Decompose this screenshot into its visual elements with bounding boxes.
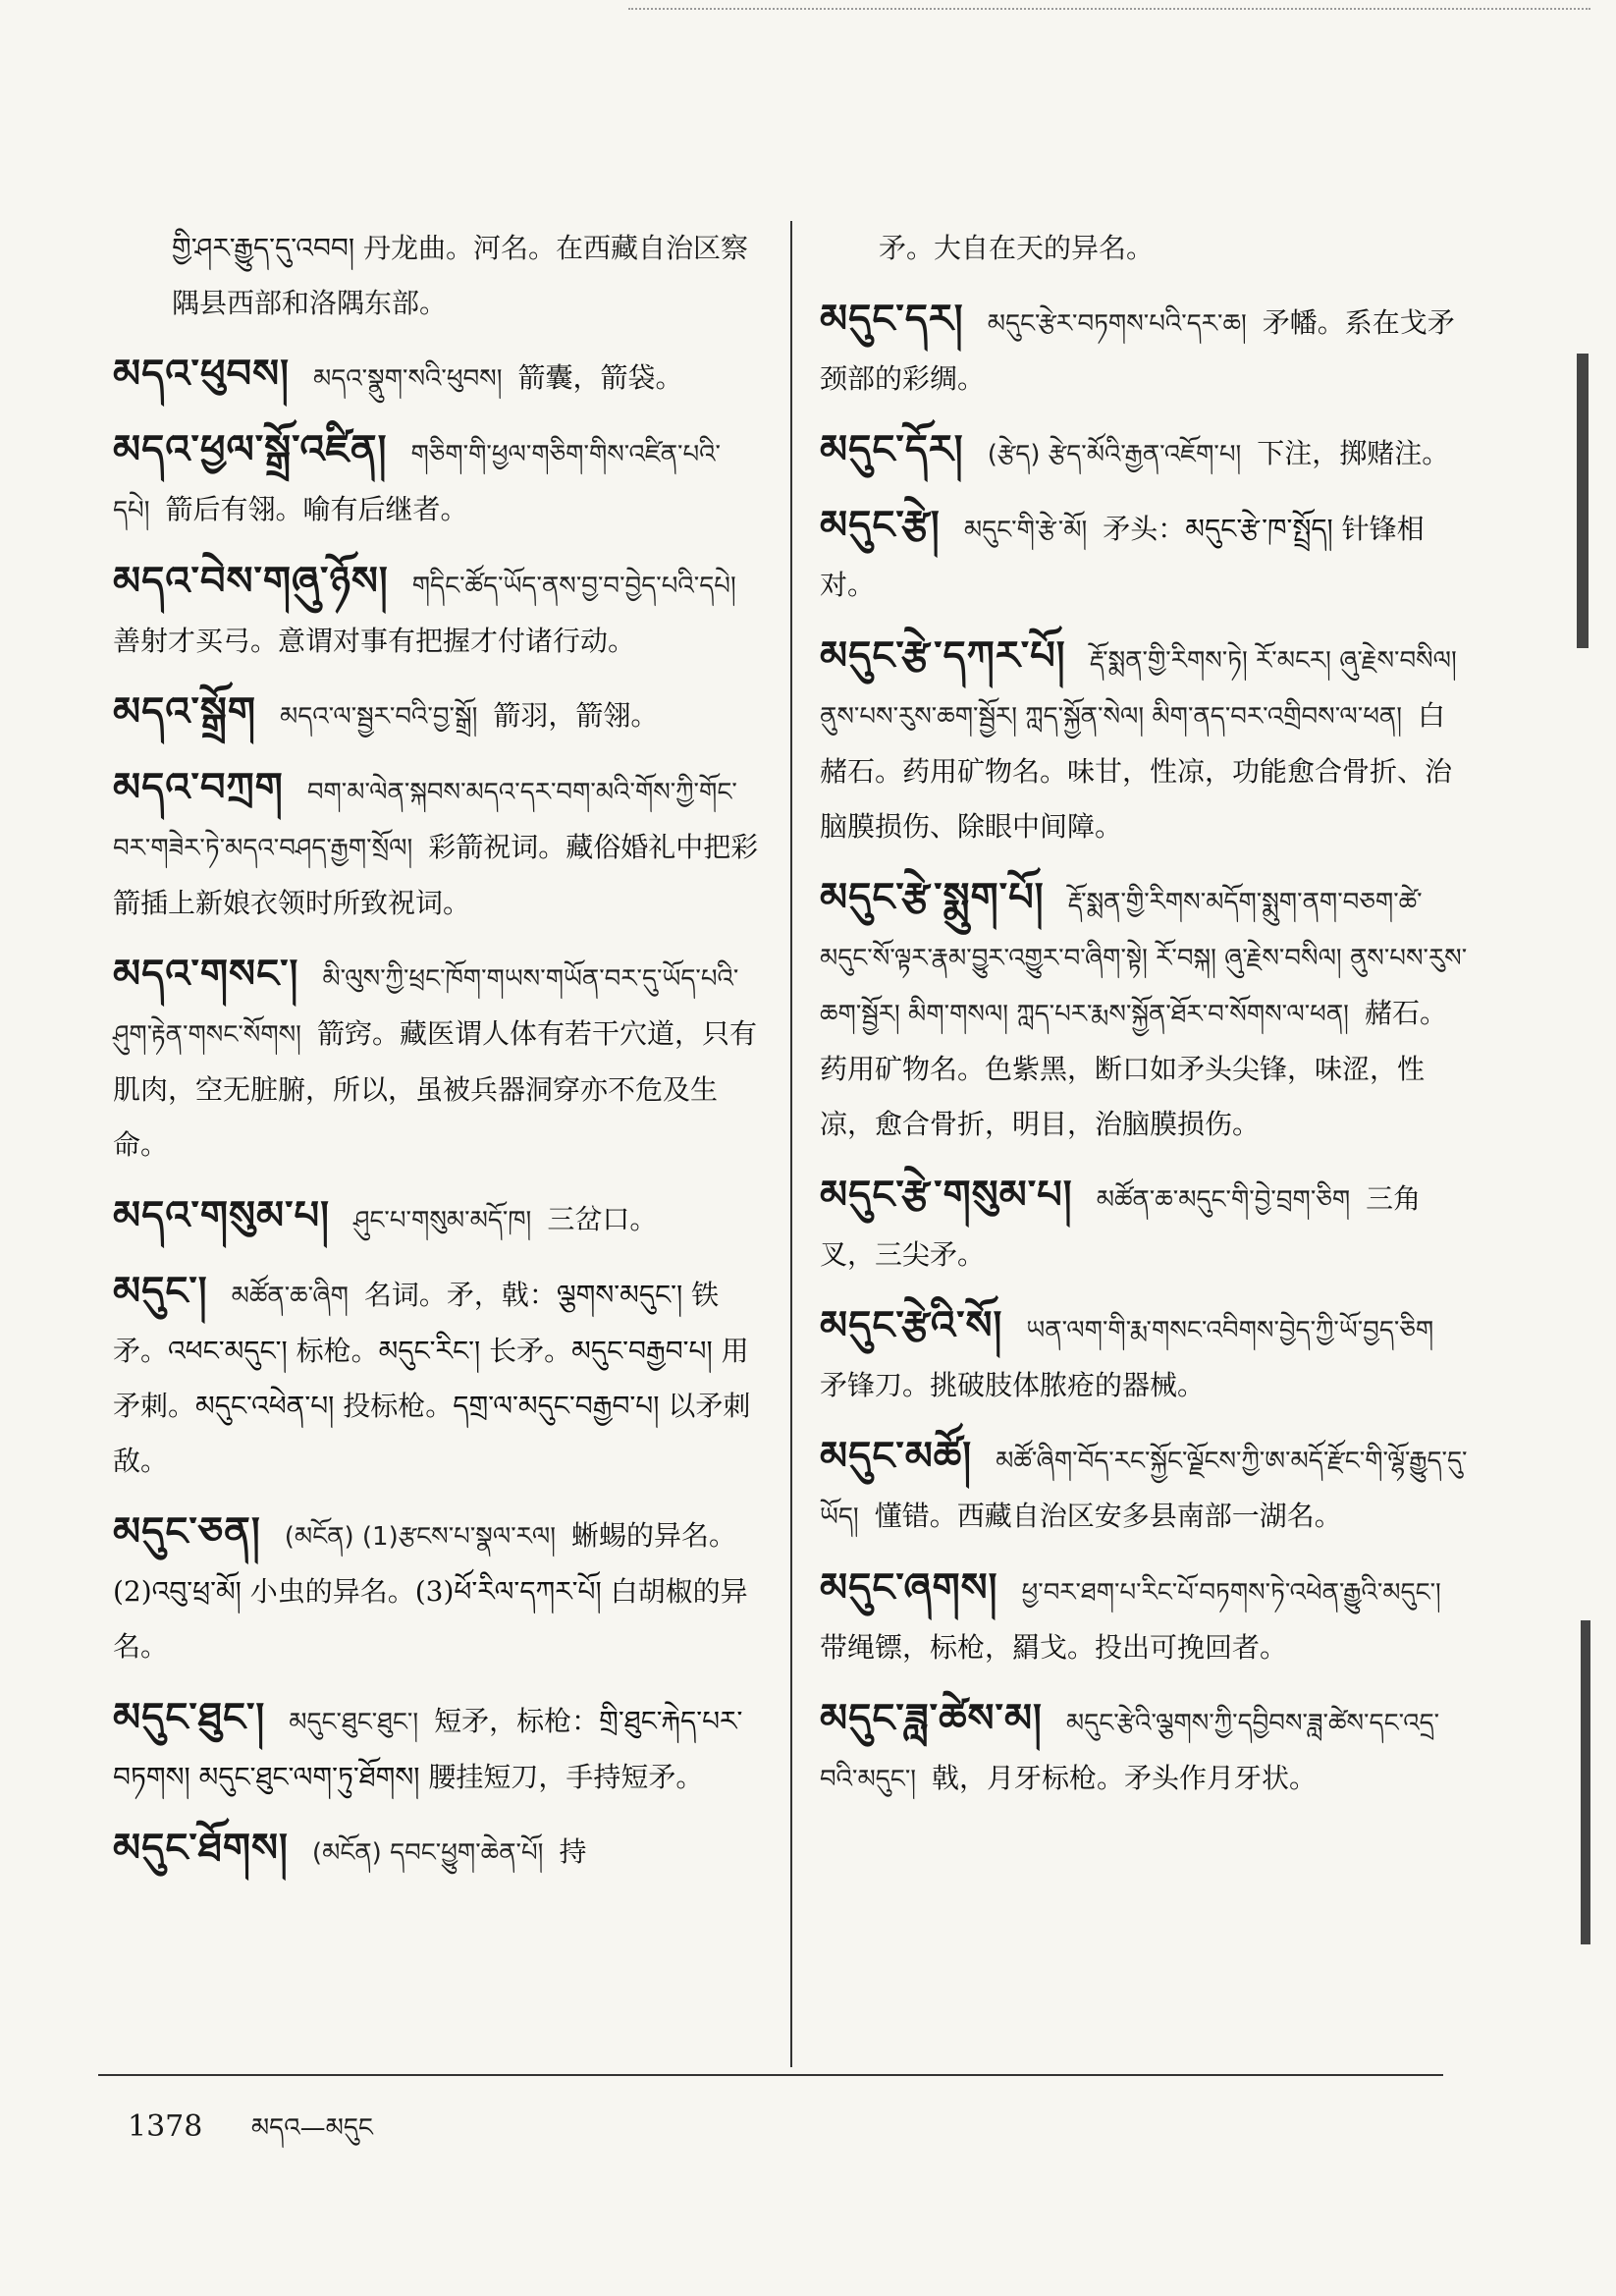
entry-chinese-definition: 彩箭祝词。藏俗婚礼中把彩箭插上新娘衣领时所致祝词。 bbox=[113, 831, 759, 919]
entry-headword: མདུང་། bbox=[113, 1269, 208, 1314]
edge-scan-mark-2 bbox=[1581, 1620, 1590, 1944]
entry-chinese-definition: 赭石。药用矿物名。色紫黑，断口如矛头尖锋，味涩，性凉，愈合骨折，明目，治脑膜损伤。 bbox=[820, 997, 1447, 1140]
entry-tibetan-definition: མདའ་སྣུག་སའི་ཕུབས། bbox=[313, 364, 503, 394]
entry-chinese-definition: 箭羽，箭翎。 bbox=[493, 699, 659, 732]
left-continuation bbox=[113, 221, 761, 331]
page-footer bbox=[128, 2100, 373, 2171]
page-range: མདའ—མདུང bbox=[250, 2113, 373, 2143]
entry-chinese-definition: 矛头：མདུང་རྩེ་ཁ་སྤྲོད། 针锋相对。 bbox=[820, 513, 1425, 601]
dictionary-entry bbox=[820, 1691, 1468, 1807]
entry-tibetan-definition: མཚོན་ཆ་ཞིག bbox=[231, 1282, 349, 1311]
entry-chinese-definition: 箭囊，箭袋。 bbox=[517, 361, 683, 394]
entry-chinese-definition: 懂错。西藏自治区安多县南部一湖名。 bbox=[874, 1500, 1342, 1532]
entry-headword: མདུང་ཅན། bbox=[113, 1509, 261, 1555]
left-entries bbox=[113, 347, 761, 1881]
dictionary-entry bbox=[820, 629, 1468, 854]
entry-chinese-definition: 蜥蜴的异名。(2)འབུ་ཕྲ་མོ། 小虫的异名。(3)ཕོ་རིལ་དཀར་པོ། 白胡椒的异名。 bbox=[113, 1519, 748, 1663]
entry-chinese-definition: 名词。矛，戟：ལྕགས་མདུང་། 铁矛。འཕང་མདུང་། 标枪。མདུང་རིང་། 长矛。མདུང་བརྒྱབ་པ། 用矛刺。མདུང་འཕེན་པ། 投标枪。དགྲ་ལ་མདུང་བརྒྱབ་པ། 以矛刺敌。 bbox=[113, 1279, 751, 1477]
entry-headword: མདུང་དར། bbox=[820, 297, 964, 342]
entry-chinese-definition: 持 bbox=[559, 1835, 587, 1868]
entry-chinese-definition: 善射才买弓。意谓对事有把握才付诸行动。 bbox=[113, 625, 636, 657]
column-divider bbox=[790, 221, 792, 2067]
entry-tibetan-definition: མདའ་ལ་སྦྱར་བའི་བྱ་སྒྲོ། bbox=[280, 702, 478, 732]
entry-headword: མདུང་ཟླ་ཚེས་མ། bbox=[820, 1696, 1043, 1741]
dictionary-entry bbox=[113, 947, 761, 1173]
entry-headword: མདའ་བཀྲག bbox=[113, 765, 284, 810]
right-entries bbox=[820, 292, 1468, 1807]
dictionary-entry bbox=[820, 1168, 1468, 1283]
entry-tibetan-definition: རྡོ་སྨན་གྱི་རིགས་མདོག་སྨུག་ནག་བཅག་ཚེ་མདུང་སོ་ལྟར་རྣམ་བྱུར་འགྱུར་བ་ཞིག་སྟེ། རོ་བསྐ། ཞུ་རྗེས་བསིལ། ནུས་པས་རུས་ཆག་སྦྱོར། མིག་གསལ། ཀླད་པར་རྨས་སྐྱོན་ཐོར་བ་སོགས་ལ་ཕན། bbox=[820, 888, 1468, 1029]
entry-headword: མདའ་བེས་གཞུ་ཉོས། bbox=[113, 559, 389, 604]
edge-scan-mark-1 bbox=[1577, 354, 1589, 648]
dictionary-entry bbox=[113, 554, 761, 669]
entry-tibetan-definition: (མངོན) དབང་ཕྱུག་ཆེན་པོ། bbox=[311, 1838, 544, 1868]
dictionary-entry bbox=[113, 1690, 761, 1805]
page-number: 1378 bbox=[128, 2109, 203, 2144]
entry-chinese-definition: 箭后有翎。喻有后继者。 bbox=[165, 493, 468, 525]
entry-headword: མདའ་སྒྲོག bbox=[113, 689, 256, 735]
entry-tibetan-definition: (རྩེད) རྩེད་མོའི་རྒྱན་འཇོག་པ། bbox=[987, 440, 1242, 469]
dictionary-entry bbox=[113, 684, 761, 744]
dictionary-entry bbox=[113, 347, 761, 407]
entry-headword: མདུང་མཚོ། bbox=[820, 1434, 973, 1479]
entry-tibetan-definition: མཚོན་ཆ་མདུང་གི་བྱེ་བྲག་ཅིག bbox=[1096, 1185, 1351, 1215]
entry-chinese-definition: 下注，掷赌注。 bbox=[1257, 437, 1450, 469]
dictionary-entry bbox=[820, 870, 1468, 1152]
entry-chinese-definition: 短矛，标枪：གྲི་ཐུང་རྐེད་པར་བཏགས། མདུང་ཐུང་ལག་ཏུ་ཐོགས། 腰挂短刀，手持短矛。 bbox=[113, 1705, 743, 1793]
dictionary-entry bbox=[820, 1429, 1468, 1545]
entry-headword: མདུང་རྩེ་གསུམ་པ། bbox=[820, 1173, 1073, 1218]
entry-headword: མདའ་གསུམ་པ། bbox=[113, 1193, 330, 1238]
left-column bbox=[113, 221, 761, 1896]
entry-headword: མདུང་ཞགས། bbox=[820, 1565, 998, 1611]
continuation-tibetan: གྱི་ཤར་རྒྱུད་དུ་འབབ། bbox=[172, 232, 355, 264]
top-scan-dots bbox=[628, 8, 1590, 10]
entry-headword: མདུང་རྩེའི་སོ། bbox=[820, 1303, 1003, 1348]
entry-tibetan-definition: གཅིག་གི་ཕྱལ་གཅིག་གིས་འཛིན་པའི་དཔེ། bbox=[113, 440, 722, 525]
entry-headword: མདུང་རྩེ། bbox=[820, 503, 941, 548]
entry-chinese-definition: 三角叉，三尖矛。 bbox=[820, 1182, 1422, 1271]
entry-tibetan-definition: རྡོ་སྨན་གྱི་རིགས་ཏེ། རོ་མངར། ཞུ་རྗེས་བསིལ། ནུས་པས་རུས་ཆག་སྦྱོར། ཀླད་སྐྱོན་སེལ། མིག་ནད་བར་འགྲིབས་ལ་ཕན། bbox=[820, 646, 1457, 732]
dictionary-entry bbox=[113, 1821, 761, 1881]
entry-tibetan-definition: གདིང་ཚོད་ཡོད་ནས་བྱ་བ་བྱེད་པའི་དཔེ། bbox=[411, 572, 736, 601]
continuation-chinese: 矛。大自在天的异名。 bbox=[879, 232, 1155, 264]
entry-headword: མདུང་ཐུང་། bbox=[113, 1695, 266, 1740]
entry-tibetan-definition: (མངོན) (1)རྩངས་པ་སྣལ་རལ། bbox=[284, 1522, 557, 1552]
dictionary-entry bbox=[820, 1560, 1468, 1675]
entry-tibetan-definition: མཚོ་ཞིག་བོད་རང་སྐྱོང་ལྗོངས་ཀྱི་ཨ་མདོ་རྫོང་གི་ལྷོ་རྒྱུད་དུ་ཡོད། bbox=[820, 1447, 1468, 1532]
entry-tibetan-definition: མདུང་ཐུང་ཐུང་། bbox=[289, 1708, 419, 1737]
entry-tibetan-definition: ཡན་ལག་གི་རྨ་གསང་འབིགས་བྱེད་ཀྱི་ཡོ་བྱད་ཅིག bbox=[1026, 1316, 1434, 1345]
entry-tibetan-definition: མདུང་རྩེར་བཏགས་པའི་དར་ཆ། bbox=[987, 309, 1247, 339]
entry-tibetan-definition: ཕྱ་བར་ཐག་པ་རིང་པོ་བཏགས་ཏེ་འཕེན་རྒྱུའི་མདུང་། bbox=[1021, 1578, 1441, 1608]
entry-tibetan-definition: མདུང་རྩེའི་ལྕགས་ཀྱི་དབྱིབས་ཟླ་ཚེས་དང་འདྲ་བའི་མདུང་། bbox=[820, 1709, 1440, 1794]
entry-headword: མདའ་ཕྱལ་སྒྲོ་འཛིན། bbox=[113, 427, 388, 472]
entry-headword: མདུང་རྩེ་དཀར་པོ། bbox=[820, 633, 1066, 679]
dictionary-entry bbox=[113, 1264, 761, 1489]
dictionary-entry bbox=[113, 1188, 761, 1248]
right-continuation bbox=[820, 221, 1468, 276]
entry-headword: མདའ་གསང་། bbox=[113, 952, 299, 997]
entry-chinese-definition: 戟，月牙标枪。矛头作月牙状。 bbox=[932, 1762, 1318, 1794]
entry-chinese-definition: 白赭石。药用矿物名。味甘，性凉，功能愈合骨折、治脑膜损伤、除眼中间障。 bbox=[820, 699, 1453, 843]
entry-chinese-definition: 带绳镖，标枪，羂戈。投出可挽回者。 bbox=[820, 1631, 1288, 1664]
entry-tibetan-definition: མདུང་གི་རྩེ་མོ། bbox=[963, 516, 1088, 545]
entry-tibetan-definition: མི་ལུས་ཀྱི་ཕྲང་ཁོག་གཡས་གཡོན་བར་དུ་ཡོད་པའི་ཤུག་རྟེན་གསང་སོགས། bbox=[113, 964, 739, 1050]
entry-headword: མདའ་ཕུབས། bbox=[113, 352, 290, 397]
dictionary-entry bbox=[113, 1504, 761, 1674]
entry-headword: མདུང་ཐོགས། bbox=[113, 1826, 289, 1871]
dictionary-entry bbox=[113, 760, 761, 931]
entry-headword: མདུང་རྩེ་སྨུག་པོ། bbox=[820, 875, 1045, 920]
dictionary-entry bbox=[820, 498, 1468, 613]
right-column bbox=[820, 221, 1468, 1823]
dictionary-entry bbox=[820, 292, 1468, 407]
entry-chinese-definition: 三岔口。 bbox=[547, 1203, 658, 1235]
entry-tibetan-definition: བག་མ་ལེན་སྐབས་མདའ་དར་བག་མའི་གོས་ཀྱི་གོང་བར་གཟེར་ཏེ་མདའ་བཤད་རྒྱག་སྲོལ། bbox=[113, 778, 737, 863]
entry-chinese-definition: 箭窍。藏医谓人体有若干穴道，只有肌肉，空无脏腑，所以，虽被兵器洞穿亦不危及生命。 bbox=[113, 1017, 757, 1161]
dictionary-entry bbox=[820, 422, 1468, 482]
dictionary-entry bbox=[820, 1298, 1468, 1413]
continuation-chinese: 丹龙曲。河名。在西藏自治区察隅县西部和洛隅东部。 bbox=[172, 232, 748, 319]
entry-chinese-definition: 矛幡。系在戈矛颈部的彩绸。 bbox=[820, 306, 1455, 395]
entry-tibetan-definition: ཤུང་པ་གསུམ་མདོ་ཁ། bbox=[353, 1206, 532, 1235]
footer-rule bbox=[98, 2074, 1443, 2076]
dictionary-entry bbox=[113, 422, 761, 538]
entry-headword: མདུང་དོར། bbox=[820, 427, 964, 472]
entry-chinese-definition: 矛锋刀。挑破肢体脓疮的器械。 bbox=[820, 1369, 1206, 1401]
